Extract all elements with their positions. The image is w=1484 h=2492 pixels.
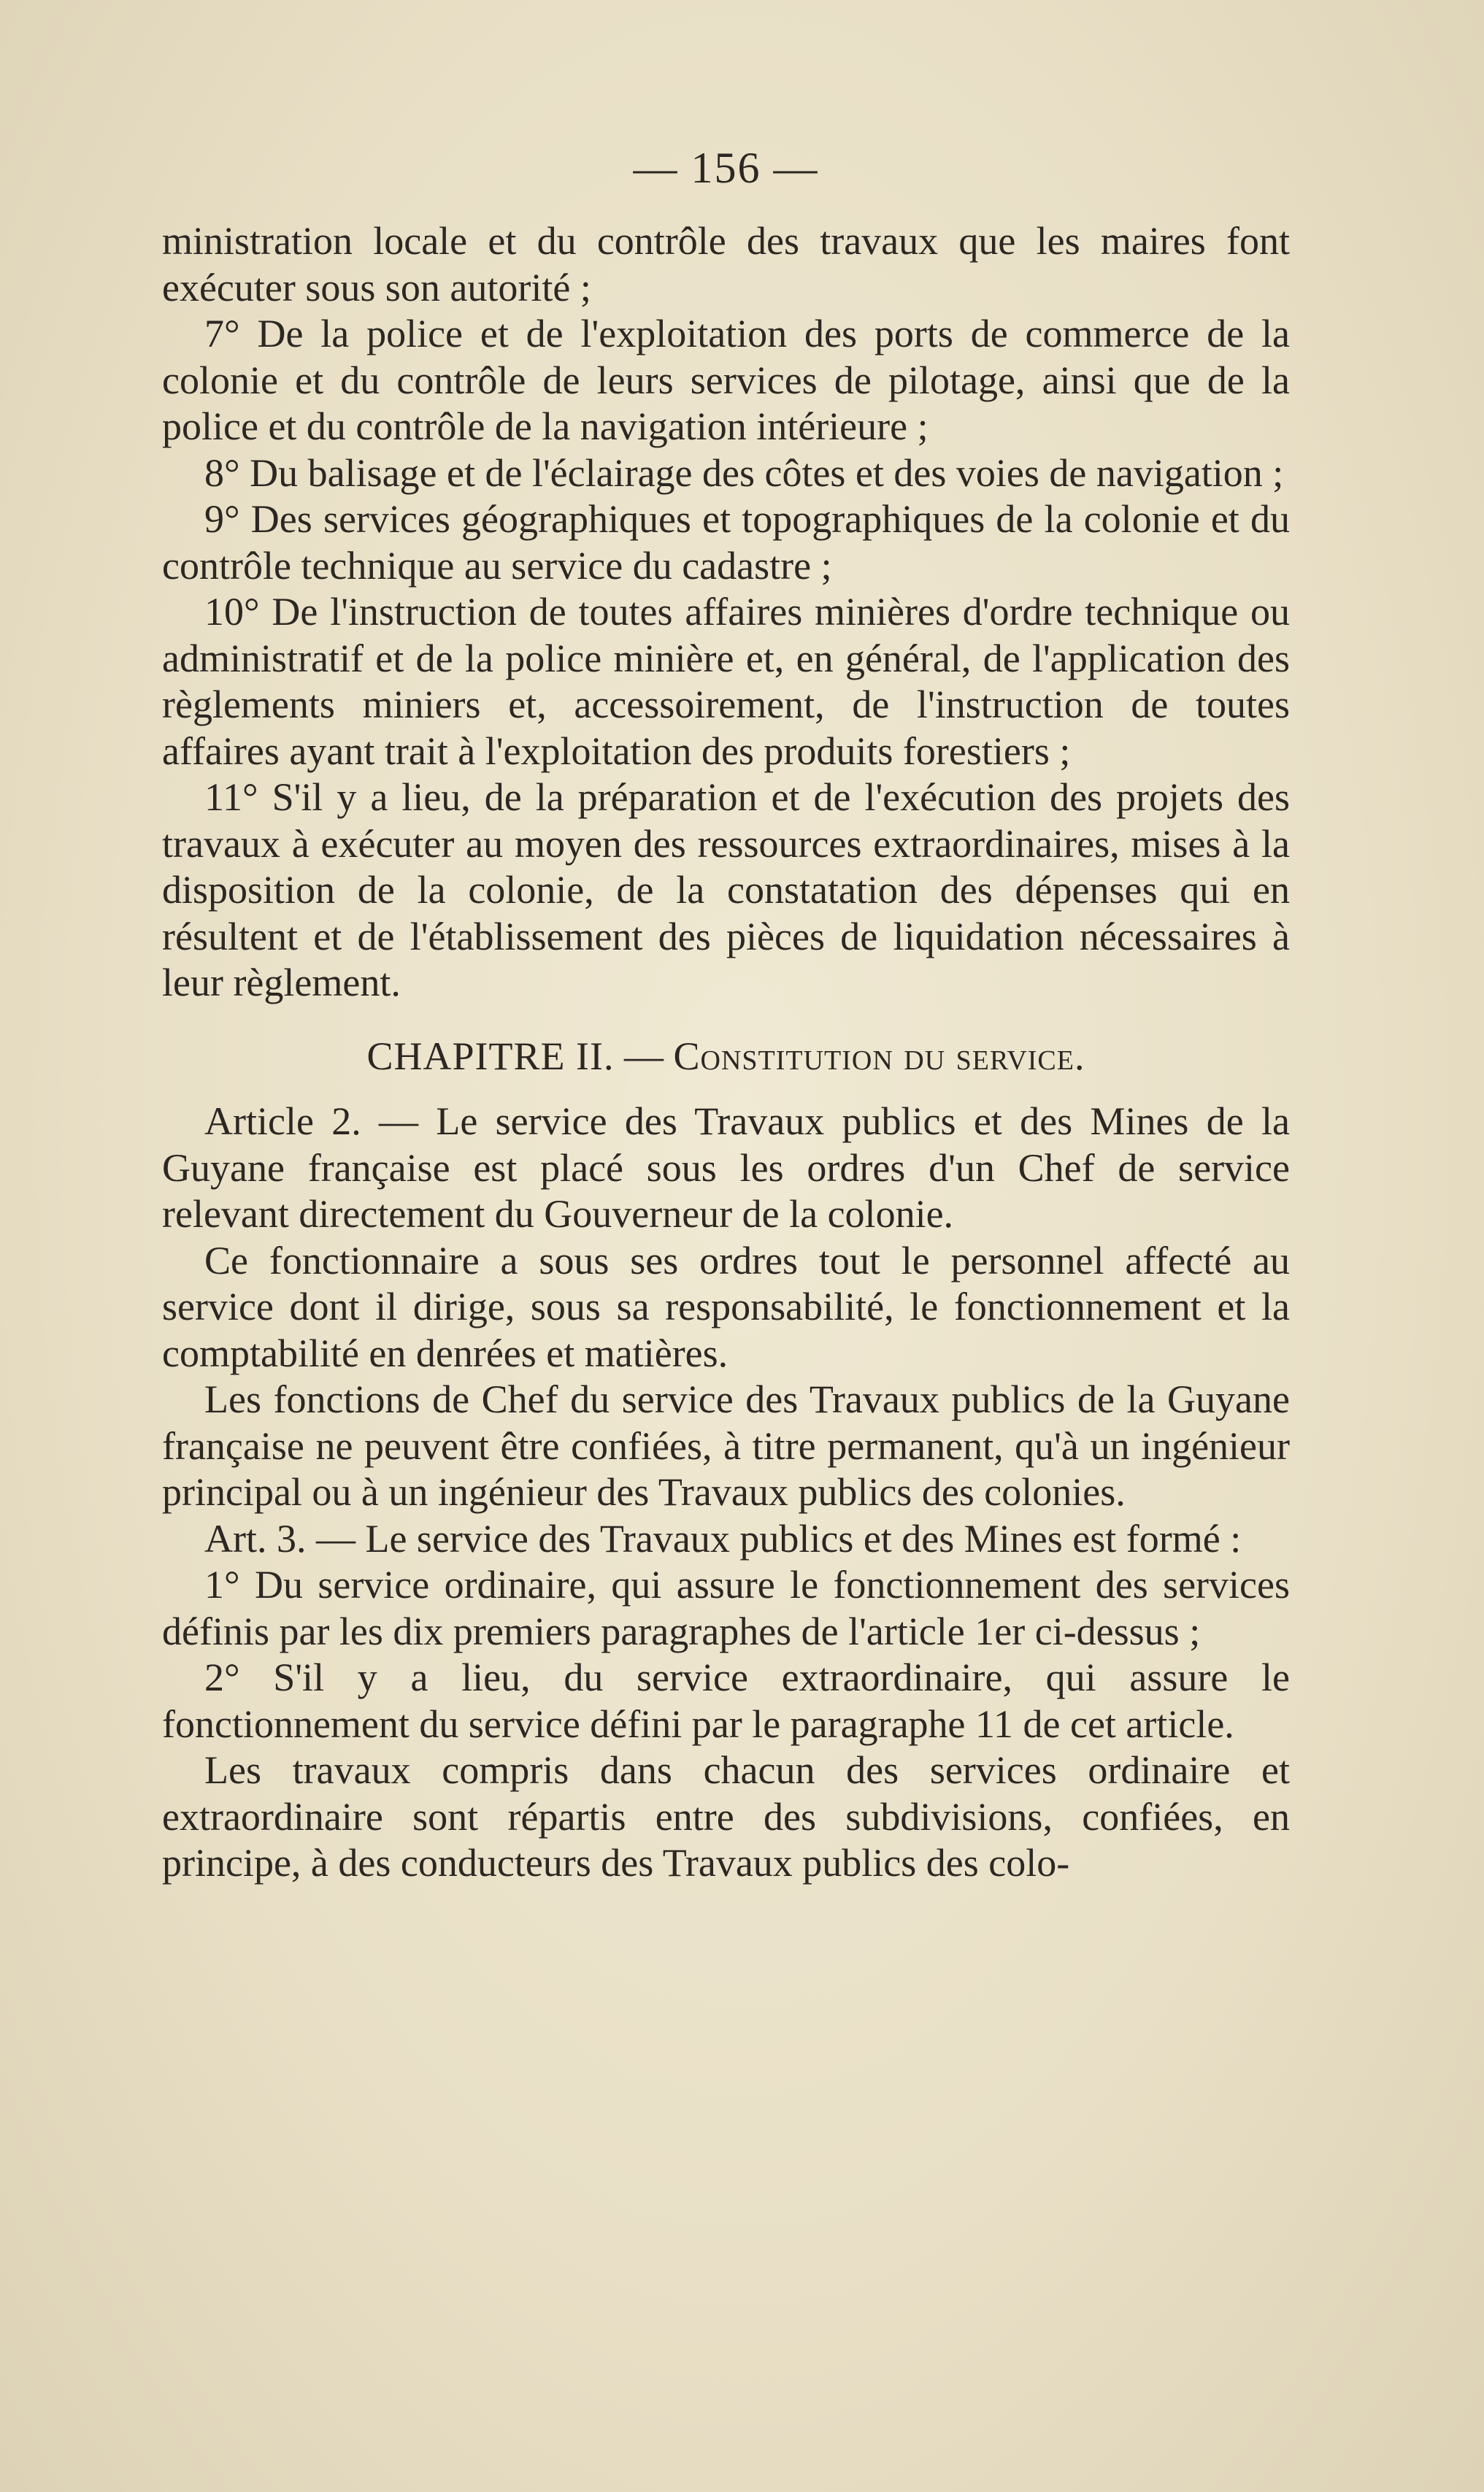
paragraph-item-9: 9° Des services géographiques et topographiques de la colonie et du contrôle technique au service du cadastre ; (162, 497, 1290, 588)
paragraph-continuation: ministration locale et du contrôle des travaux que les maires font exécuter sous son autorité ; (162, 219, 1290, 309)
section-after (162, 1099, 1290, 1887)
chapter-title: Constitution du service. (673, 1034, 1085, 1078)
paragraph-item-7: 7° De la police et de l'exploitation des ports de commerce de la colonie et du contrôle de leurs services de pilotage, ainsi que de la police et du contrôle de la navigation intérieure ; (162, 312, 1290, 448)
paragraph-article-3: Art. 3. — Le service des Travaux publics et des Mines est formé : (204, 1516, 1242, 1561)
document-page (162, 135, 1290, 1887)
page-number: — 156 — (633, 144, 819, 192)
paragraph-travaux: Les travaux compris dans chacun des services ordinaire et extraordinaire sont répartis entre des subdivisions, confiées, en principe, à des conducteurs des Travaux publics des colo- (162, 1748, 1290, 1885)
paragraph-fonctions: Les fonctions de Chef du service des Travaux publics de la Guyane française ne peuvent être confiées, à titre permanent, qu'à un ingénieur principal ou à un ingénieur des Travaux publics des colonies. (162, 1377, 1290, 1514)
chapter-heading (162, 1034, 1290, 1080)
paragraph-service-extraordinaire: 2° S'il y a lieu, du service extraordinaire, qui assure le fonctionnement du service défini par le paragraphe 11 de cet article. (162, 1655, 1290, 1746)
paragraph-item-10: 10° De l'instruction de toutes affaires minières d'ordre technique ou administratif et de la police minière et, en général, de l'application des règlements miniers et, accessoirement, de l'instruction de toutes affaires ayant trait à l'exploitation des produits forestiers ; (162, 590, 1290, 773)
chapter-label: CHAPITRE II. (366, 1034, 615, 1078)
paragraph-item-11: 11° S'il y a lieu, de la préparation et de l'exécution des projets des travaux à exécuter au moyen des ressources extraordinaires, mises à la disposition de la colonie, de la constatation des dépenses qui en résultent et de l'établissement des pièces de liquidation nécessaires à leur règlement. (162, 775, 1290, 1004)
paragraph-fonctionnaire: Ce fonctionnaire a sous ses ordres tout le personnel affecté au service dont il dirige, sous sa responsabilité, le fonctionnement et la comptabilité en denrées et matières. (162, 1238, 1290, 1375)
paragraph-service-ordinaire: 1° Du service ordinaire, qui assure le fonctionnement des services définis par les dix premiers paragraphes de l'article 1er ci-dessus ; (162, 1563, 1290, 1653)
paragraph-article-2: Article 2. — Le service des Travaux publics et des Mines de la Guyane française est placé sous les ordres d'un Chef de service relevant directement du Gouverneur de la colonie. (162, 1099, 1290, 1236)
paragraph-item-8: 8° Du balisage et de l'éclairage des côtes et des voies de navigation ; (204, 450, 1284, 495)
section-before (162, 218, 1290, 1007)
chapter-dash: — (614, 1034, 674, 1078)
